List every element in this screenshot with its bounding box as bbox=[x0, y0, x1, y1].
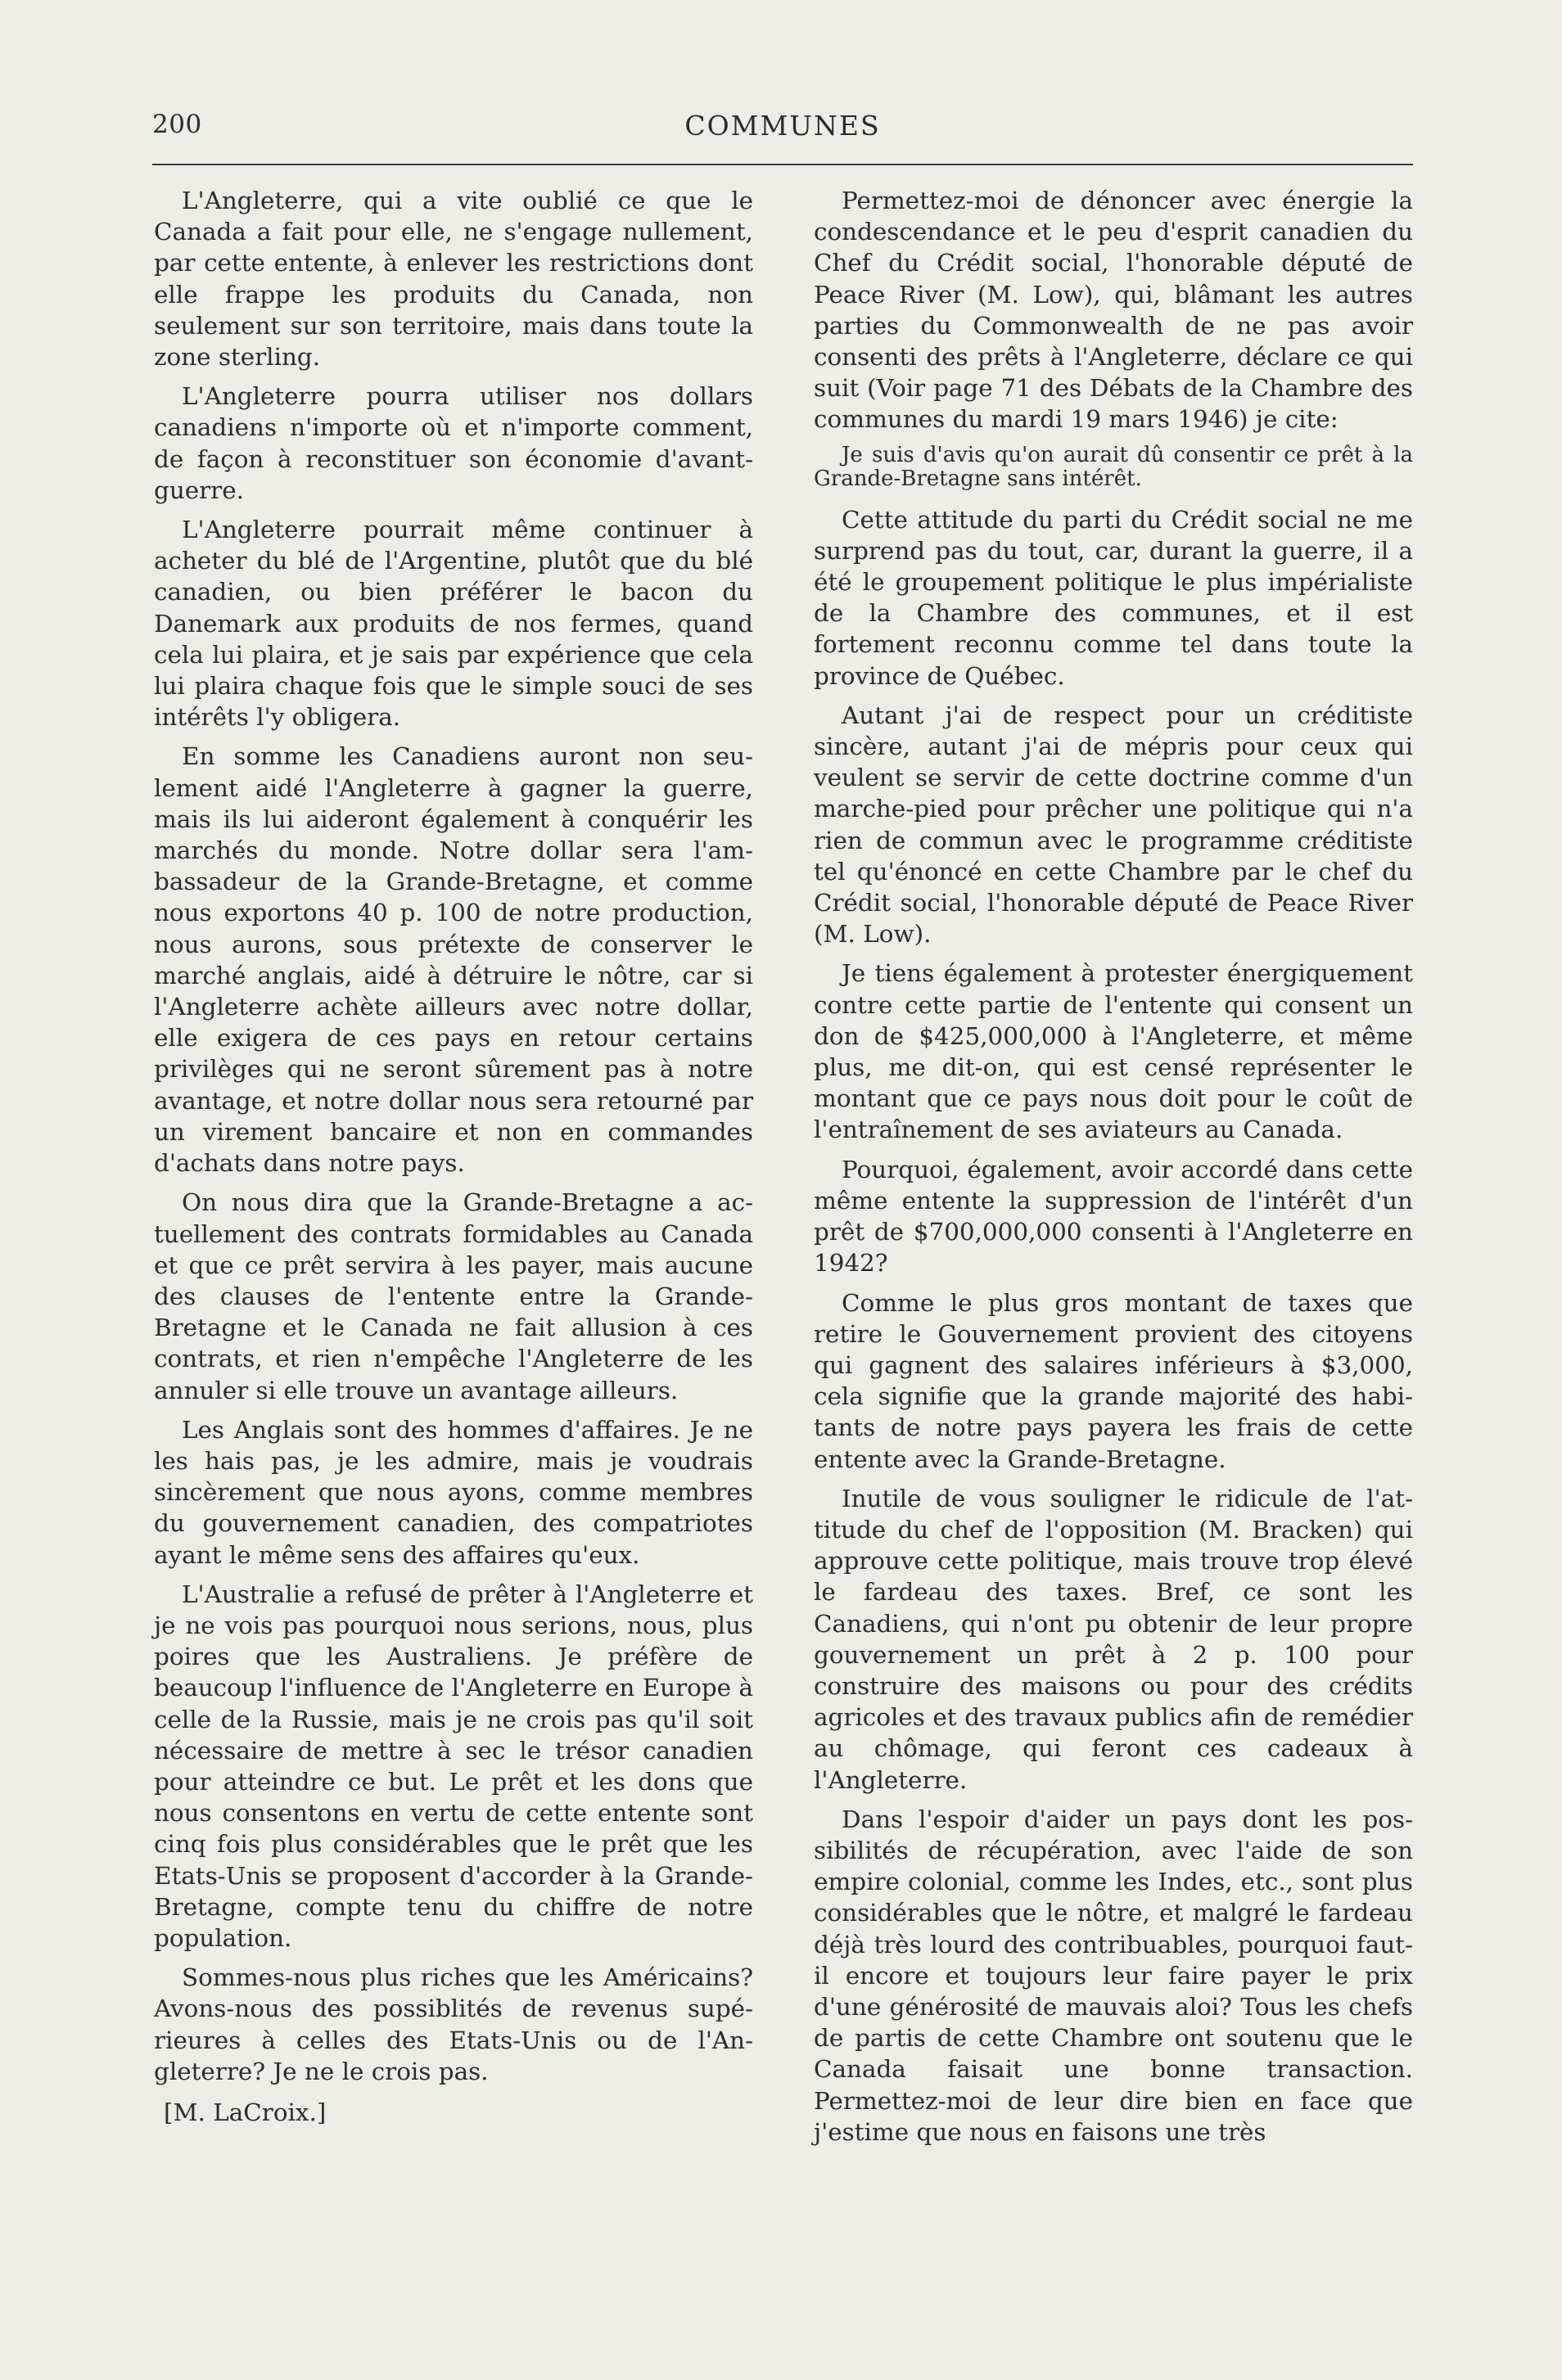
paragraph: Dans l'espoir d'aider un pays dont les possibilités de récupération, avec l'aide de son empire colonial, comme les Indes, etc., sont plus considérables que le nôtre, et malgré le fardeau déjà très lourd des contribuables, pourquoi faut-il encore et toujours leur faire payer le prix d'une générosité de mauvais aloi? Tous les chefs de partis de cette Chambre ont soutenu que le Canada faisait une bonne transaction. Permettez-moi de leur dire bien en face que j'estime que nous en faisons une très bbox=[814, 1805, 1413, 2146]
right-column bbox=[814, 185, 1413, 2156]
speaker-attribution: [M. LaCroix.] bbox=[164, 2098, 327, 2126]
paragraph: Permettez-moi de dénoncer avec énergie la condescendance et le peu d'esprit canadien du Chef du Crédit social, l'honorable député de Peace River (M. Low), qui, blâmant les autres parties du Commonwealth de ne pas avoir consenti des prêts à l'Angleterre, déclare ce qui suit (Voir page 71 des Débats de la Chambre des communes du mardi 19 mars 1946) je cite: bbox=[814, 187, 1413, 434]
running-head: COMMUNES bbox=[684, 110, 881, 142]
paragraph: Inutile de vous souligner le ridicule de l'attitude du chef de l'opposition (M. Bracken) qui approuve cette politique, mais trouve trop élevé le fardeau des taxes. Bref, ce sont les Canadiens, qui n'ont pu obtenir de leur propre gouvernement un prêt à 2 p. 100 pour construire des maisons ou pour des crédits agricoles et des travaux publics afin de remédier au chômage, qui feront ces cadeaux à l'Angleterre. bbox=[814, 1484, 1413, 1794]
block-quote: Je suis d'avis qu'on aurait dû consentir ce prêt à la Grande-Bretagne sans intérêt. bbox=[814, 442, 1413, 491]
paragraph: Je tiens également à protester énergiquement contre cette partie de l'entente qui consent un don de $425,000,000 à l'Angleterre, et même plus, me dit-on, qui est censé représenter le montant que ce pays nous doit pour le coût de l'entraînement de ses aviateurs au Canada. bbox=[814, 959, 1413, 1144]
paragraph: Sommes-nous plus riches que les Américains? Avons-nous des possiblités de revenus supérieures à celles des Etats-Unis ou de l'Angleterre? Je ne le crois pas. bbox=[154, 1963, 753, 2085]
paragraph: On nous dira que la Grande-Bretagne a actuellement des contrats formidables au Canada et que ce prêt servira à les payer, mais aucune des clauses de l'entente entre la Grande-Bretagne et le Canada ne fait allusion à ces contrats, et rien n'empêche l'Angleterre de les annuler si elle trouve un avantage ailleurs. bbox=[154, 1188, 753, 1404]
paragraph: Les Anglais sont des hommes d'affaires. Je ne les hais pas, je les admire, mais je voudrais sincèrement que nous ayons, comme membres du gouvernement canadien, des compatriotes ayant le même sens des affaires qu'eux. bbox=[154, 1415, 753, 1569]
paragraph: Pourquoi, également, avoir accordé dans cette même entente la suppression de l'intérêt d'un prêt de $700,000,000 consenti à l'Angleterre en 1942? bbox=[814, 1155, 1413, 1278]
paragraph: Comme le plus gros montant de taxes que retire le Gouvernement provient des citoyens qui gagnent des salaires inférieurs à $3,000, cela signifie que la grande majorité des habitants de notre pays payera les frais de cette entente avec la Grande-Bretagne. bbox=[814, 1288, 1413, 1473]
page-header bbox=[152, 110, 1413, 159]
paragraph: Cette attitude du parti du Crédit social ne me surprend pas du tout, car, durant la guerre, il a été le groupement politique le plus impérialiste de la Chambre des communes, et il est fortement reconnu comme tel dans toute la province de Québec. bbox=[814, 505, 1413, 690]
paragraph: L'Angleterre pourra utiliser nos dollars canadiens n'importe où et n'importe comment, de façon à reconstituer son économie d'avant-guerre. bbox=[154, 382, 753, 504]
paragraph: En somme les Canadiens auront non seulement aidé l'Angleterre à gagner la guerre, mais ils lui aideront également à conquérir les marchés du monde. Notre dollar sera l'ambassadeur de la Grande-Bretagne, et comme nous exportons 40 p. 100 de notre production, nous aurons, sous prétexte de conserver le marché anglais, aidé à détruire le nôtre, car si l'Angleterre achète ailleurs avec notre dollar, elle exigera de ces pays en retour certains privilèges qui ne seront sûrement pas à notre avantage, et notre dollar nous sera retourné par un virement bancaire et non en commandes d'achats dans notre pays. bbox=[154, 742, 753, 1178]
paragraph: L'Angleterre, qui a vite oublié ce que le Canada a fait pour elle, ne s'engage nullement, par cette entente, à enlever les restrictions dont elle frappe les produits du Canada, non seulement sur son territoire, mais dans toute la zone sterling. bbox=[154, 187, 753, 372]
page-number: 200 bbox=[152, 110, 202, 139]
paragraph: L'Australie a refusé de prêter à l'Angleterre et je ne vois pas pourquoi nous serions, nous, plus poires que les Australiens. Je préfère de beaucoup l'influence de l'Angleterre en Europe à celle de la Russie, mais je ne crois pas qu'il soit nécessaire de mettre à sec le trésor canadien pour atteindre ce but. Le prêt et les dons que nous consentons en vertu de cette entente sont cinq fois plus considérables que le prêt que les Etats-Unis se proposent d'accorder à la Grande-Bretagne, compte tenu du chiffre de notre population. bbox=[154, 1580, 753, 1952]
left-column bbox=[154, 185, 753, 2136]
paragraph: L'Angleterre pourrait même continuer à acheter du blé de l'Argentine, plutôt que du blé canadien, ou bien préférer le bacon du Danemark aux produits de nos fermes, quand cela lui plaira, et je sais par expérience que cela lui plaira chaque fois que le simple souci de ses intérêts l'y obligera. bbox=[154, 516, 753, 732]
paragraph: Autant j'ai de respect pour un créditiste sincère, autant j'ai de mépris pour ceux qui veulent se servir de cette doctrine comme d'un marche-pied pour prêcher une politique qui n'a rien de commun avec le programme créditiste tel qu'énoncé en cette Chambre par le chef du Crédit social, l'honorable député de Peace River (M. Low). bbox=[814, 701, 1413, 949]
header-rule bbox=[152, 164, 1413, 165]
